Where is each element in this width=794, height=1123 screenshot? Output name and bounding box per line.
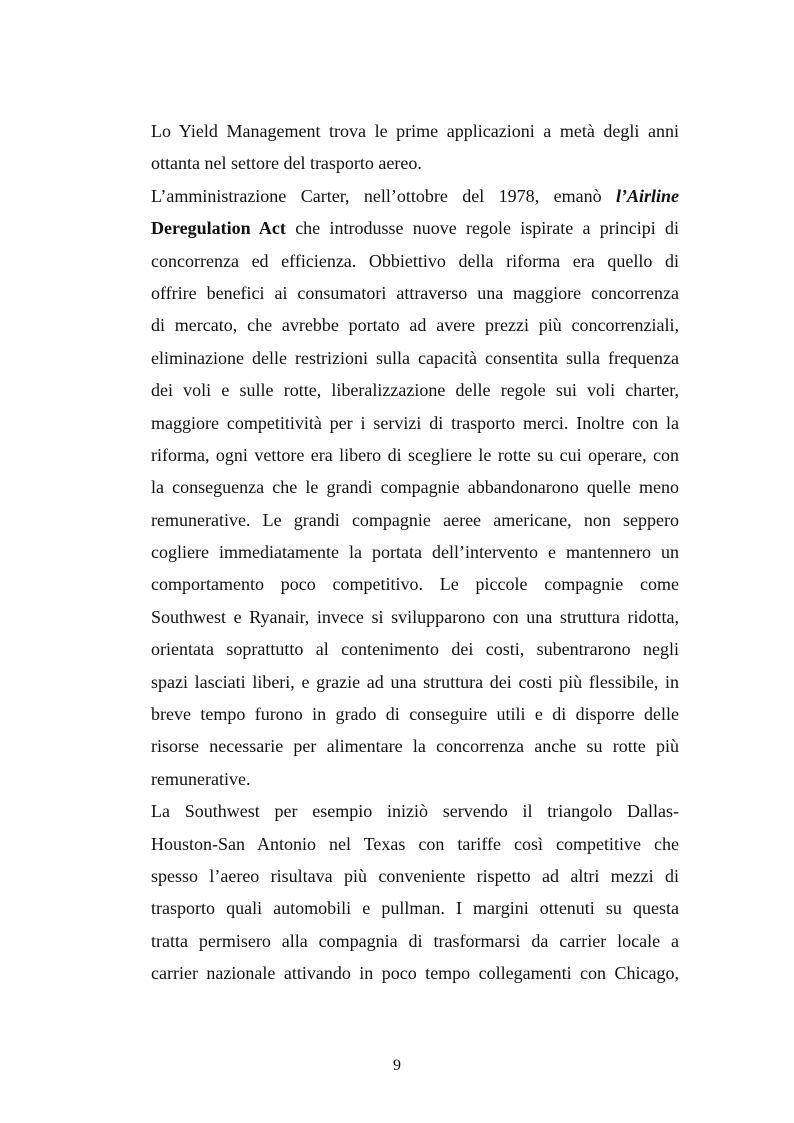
text-line: risorse necessarie per alimentare la concorrenza anche su rotte più <box>151 736 679 757</box>
text-line: concorrenza ed efficienza. Obbiettivo della riforma era quello di <box>151 250 679 271</box>
text-line: ottanta nel settore del trasporto aereo. <box>151 153 422 174</box>
text-line: cogliere immediatamente la portata dell’intervento e mantennero un <box>151 542 679 563</box>
text-line: La Southwest per esempio iniziò servendo il triangolo Dallas- <box>151 801 679 822</box>
text-line: spazi lasciati liberi, e grazie ad una struttura dei costi più flessibile, in <box>151 671 679 692</box>
text-line: carrier nazionale attivando in poco tempo collegamenti con Chicago, <box>151 963 679 984</box>
text-line: dei voli e sulle rotte, liberalizzazione delle regole sui voli charter, <box>151 380 679 401</box>
act-name-emphasis: l’Airline <box>615 185 679 206</box>
text-line: orientata soprattutto al contenimento dei costi, subentrarono negli <box>151 639 679 660</box>
text-line: offrire benefici ai consumatori attraverso una maggiore concorrenza <box>151 282 679 303</box>
text-line: breve tempo furono in grado di conseguire utili e di disporre delle <box>151 704 679 725</box>
text-line: Southwest e Ryanair, invece si svilupparono con una struttura ridotta, <box>151 606 679 627</box>
text-line: tratta permisero alla compagnia di trasformarsi da carrier locale a <box>151 930 679 951</box>
text-line: spesso l’aereo risultava più conveniente rispetto ad altri mezzi di <box>151 865 679 886</box>
text-line: remunerative. <box>151 768 251 789</box>
text-line: Lo Yield Management trova le prime applicazioni a metà degli anni <box>151 121 679 141</box>
text-line: Houston-San Antonio nel Texas con tariffe così competitive che <box>151 833 679 854</box>
page-number: 9 <box>393 1057 401 1074</box>
text-line <box>151 180 679 212</box>
text-line: maggiore competitività per i servizi di trasporto merci. Inoltre con la <box>151 412 679 433</box>
text-run: che introdusse nuove regole ispirate a principi di <box>285 218 679 239</box>
text-line: eliminazione delle restrizioni sulla capacità consentita sulla frequenza <box>151 347 679 368</box>
act-name-bold: Deregulation Act <box>151 218 286 239</box>
text-line: la conseguenza che le grandi compagnie abbandonarono quelle meno <box>151 477 679 498</box>
text-line: di mercato, che avrebbe portato ad avere prezzi più concorrenziali, <box>151 315 679 336</box>
text-line: riforma, ogni vettore era libero di scegliere le rotte su cui operare, con <box>151 444 679 465</box>
text-line: remunerative. Le grandi compagnie aeree americane, non seppero <box>151 509 679 530</box>
text-line: trasporto quali automobili e pullman. I margini ottenuti su questa <box>151 898 679 919</box>
text-line <box>151 212 679 244</box>
text-line: comportamento poco competitivo. Le piccole compagnie come <box>151 574 679 595</box>
text-run: L’amministrazione Carter, nell’ottobre del 1978, emanò <box>151 185 616 206</box>
body-text <box>151 115 679 990</box>
